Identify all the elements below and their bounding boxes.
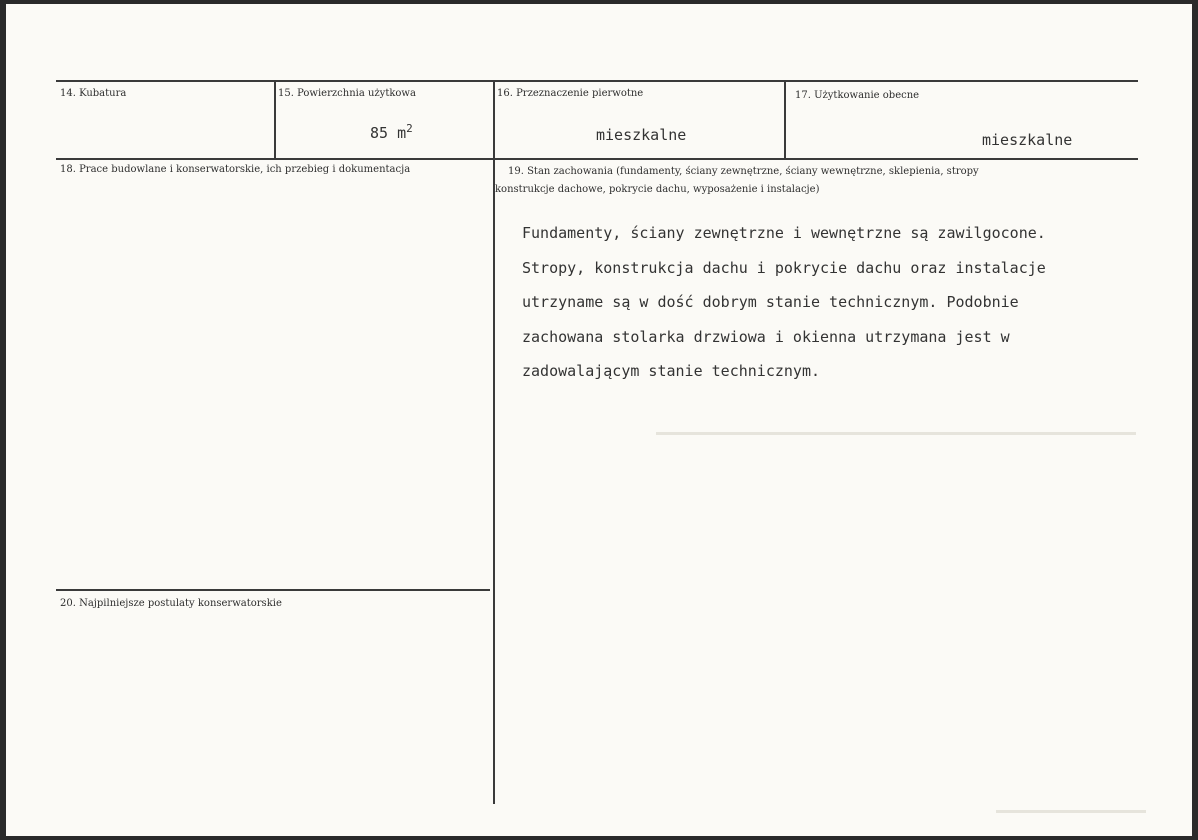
description-line: utrzyname są w dość dobrym stanie technicznym. Podobnie: [522, 293, 1019, 311]
field-15-value-exponent: 2: [406, 122, 413, 135]
field-14-label: 14. Kubatura: [60, 88, 127, 99]
bleed-through-mark: [656, 432, 1136, 435]
description-line: zachowana stolarka drzwiowa i okienna utrzymana jest w: [522, 327, 1010, 346]
field-15-value-number: 85 m: [370, 124, 407, 142]
top-rule: [56, 80, 1138, 82]
field-17-value: mieszkalne: [982, 131, 1073, 149]
bleed-through-mark: [996, 810, 1146, 813]
record-card: [6, 4, 1192, 836]
description-line: zadowalającym stanie technicznym.: [522, 362, 821, 380]
field-16-value: mieszkalne: [596, 126, 687, 144]
mid-rule: [56, 158, 1138, 160]
field-15-label: 15. Powierzchnia użytkowa: [278, 88, 416, 99]
field-19-label-line2: konstrukcje dachowe, pokrycie dachu, wyposażenie i instalacje): [495, 184, 820, 195]
field-18-label: 18. Prace budowlane i konserwatorskie, ich przebieg i dokumentacja: [60, 164, 411, 175]
description-line: Fundamenty, ściany zewnętrzne i wewnętrzne są zawilgocone.: [522, 224, 1046, 242]
description-line: Stropy, konstrukcja dachu i pokrycie dachu oraz instalacje: [522, 258, 1046, 277]
field-17-label: 17. Użytkowanie obecne: [795, 90, 920, 101]
field-15-value: [370, 122, 413, 142]
field-20-label: 20. Najpilniejsze postulaty konserwatorskie: [60, 598, 282, 609]
divider-14-15: [274, 80, 276, 158]
section-20-rule: [56, 589, 490, 591]
field-19-description: [522, 216, 1046, 389]
field-16-label: 16. Przeznaczenie pierwotne: [497, 88, 644, 99]
field-19-label-line1: 19. Stan zachowania (fundamenty, ściany zewnętrzne, ściany wewnętrzne, sklepienia, stropy: [508, 166, 979, 177]
divider-16-17: [784, 80, 786, 158]
